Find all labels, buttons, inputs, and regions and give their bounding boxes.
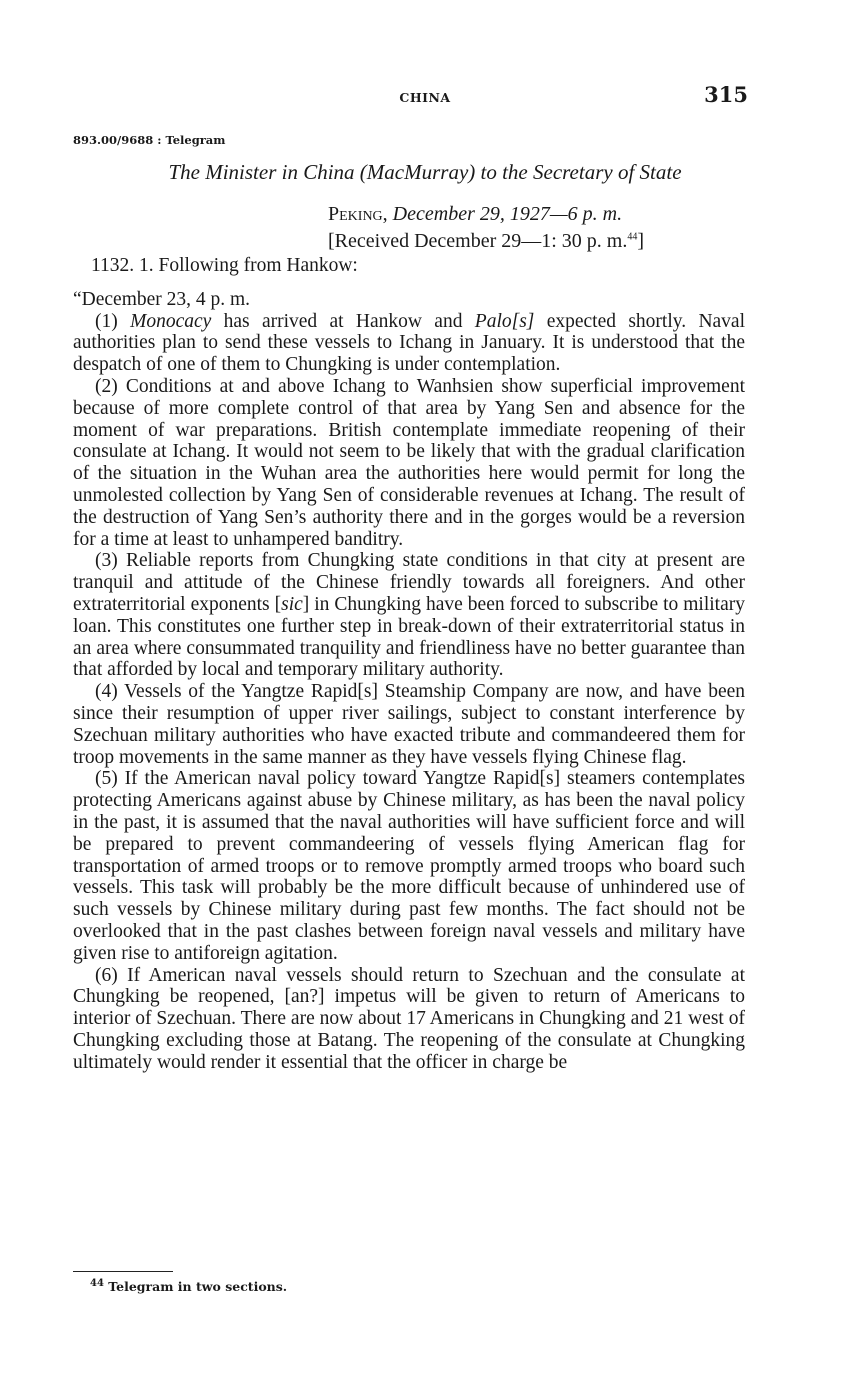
file-number: 893.00/9688 : Telegram [73, 133, 226, 147]
p1-prefix: (1) [95, 310, 131, 332]
sic-mark: sic [281, 593, 303, 615]
running-head [0, 82, 850, 112]
footnote-ref: 44 [627, 231, 638, 243]
p3-part-a: (3) Reliable reports from Chungking state conditions in that city at present are tranquil and attitude of the Chinese friendly towards all foreigners. And other extraterritorial exponents [ [73, 550, 745, 615]
paragraph-4: (4) Vessels of the Yangtze Rapid[s] Steamship Company are now, and have been since their resumption of upper river sailings, subject to constant interference by Szechuan military authorities who have exacted tribute and commandeered them for troop movements in the same manner as they have vessels flying Chinese flag. [73, 681, 745, 768]
opening-line: 1132. 1. Following from Hankow: [91, 255, 358, 276]
footnote-text: Telegram in two sections. [103, 1279, 288, 1295]
paragraph-3 [73, 550, 745, 681]
p1-rest: expected shortly. Naval authorities plan to send these vessels to Ichang in January. It is understood that the despatch of one of them to Chungking is under contemplation. [73, 310, 745, 376]
received-text: [Received December 29—1: 30 p. m. [328, 230, 628, 252]
p1-mid: has arrived at Hankow and [211, 310, 475, 332]
document-title: The Minister in China (MacMurray) to the Secretary of State [168, 160, 682, 184]
paragraph-2: (2) Conditions at and above Ichang to Wanhsien show superficial improvement because of more complete control of that area by Yang Sen and absence for the moment of war preparations. British contemplate immediate reopening of their consulate at Ichang. It would not seem to be likely that with the gradual clarification of the situation in the Wuhan area the authorities here would permit for long the unmolested collection by Yang Sen of considerable revenues at Ichang. The result of the destruction of Yang Sen’s authority there and in the gorges would be a reversion for a time at least to unhampered banditry. [73, 375, 745, 550]
page-number: 315 [704, 82, 748, 107]
ship-name-monocacy: Monocacy [130, 310, 212, 332]
received-close: ] [637, 230, 645, 252]
dateline-received [328, 230, 644, 253]
paragraph-6: (6) If American naval vessels should return to Szechuan and the consulate at Chungking be reopened, [an?] impetus will be given to return of Americans to interior of Szechuan. There are now about 17 Americans in Chungking and 21 west of Chungking excluding those at Batang. The reopening of the consulate at Chungking ultimately would render it essential that the officer in charge be [73, 964, 745, 1073]
running-title: CHINA [399, 90, 451, 105]
paragraph-5: (5) If the American naval policy toward Yangtze Rapid[s] steamers contemplates protecting Americans against abuse by Chinese military, as has been the naval policy in the past, it is assumed that the naval authorities will have sufficient force and will be prepared to prevent commandeering of vessels flying American flag for transportation of armed troops or to remove promptly armed troops who board such vessels. This task will probably be the more difficult because of unhindered use of such vessels by Chinese military during past few months. The fact should not be overlooked that in the past clashes between foreign naval vessels and military have given rise to antiforeign agitation. [73, 768, 745, 964]
paragraph-1 [73, 311, 745, 376]
dateline-sent [328, 203, 622, 226]
footnote-rule [73, 1271, 173, 1272]
footnote [90, 1278, 287, 1294]
dateline-place: Peking, [328, 203, 388, 225]
p3-part-b: ] in Chungking have been forced to subscribe to military loan. This constitutes one further step in break-down of their extraterritorial status in an area where consummated tranquility and friendliness have no better guarantee than that afforded by local and temporary military authority. [73, 593, 745, 681]
ship-name-palos: Palo[s] [474, 310, 535, 332]
dateline-date: December 29, 1927—6 p. m. [392, 203, 623, 225]
footnote-mark: 44 [90, 1278, 104, 1289]
quote-date: “December 23, 4 p. m. [73, 288, 251, 310]
telegram-body [73, 255, 745, 1073]
